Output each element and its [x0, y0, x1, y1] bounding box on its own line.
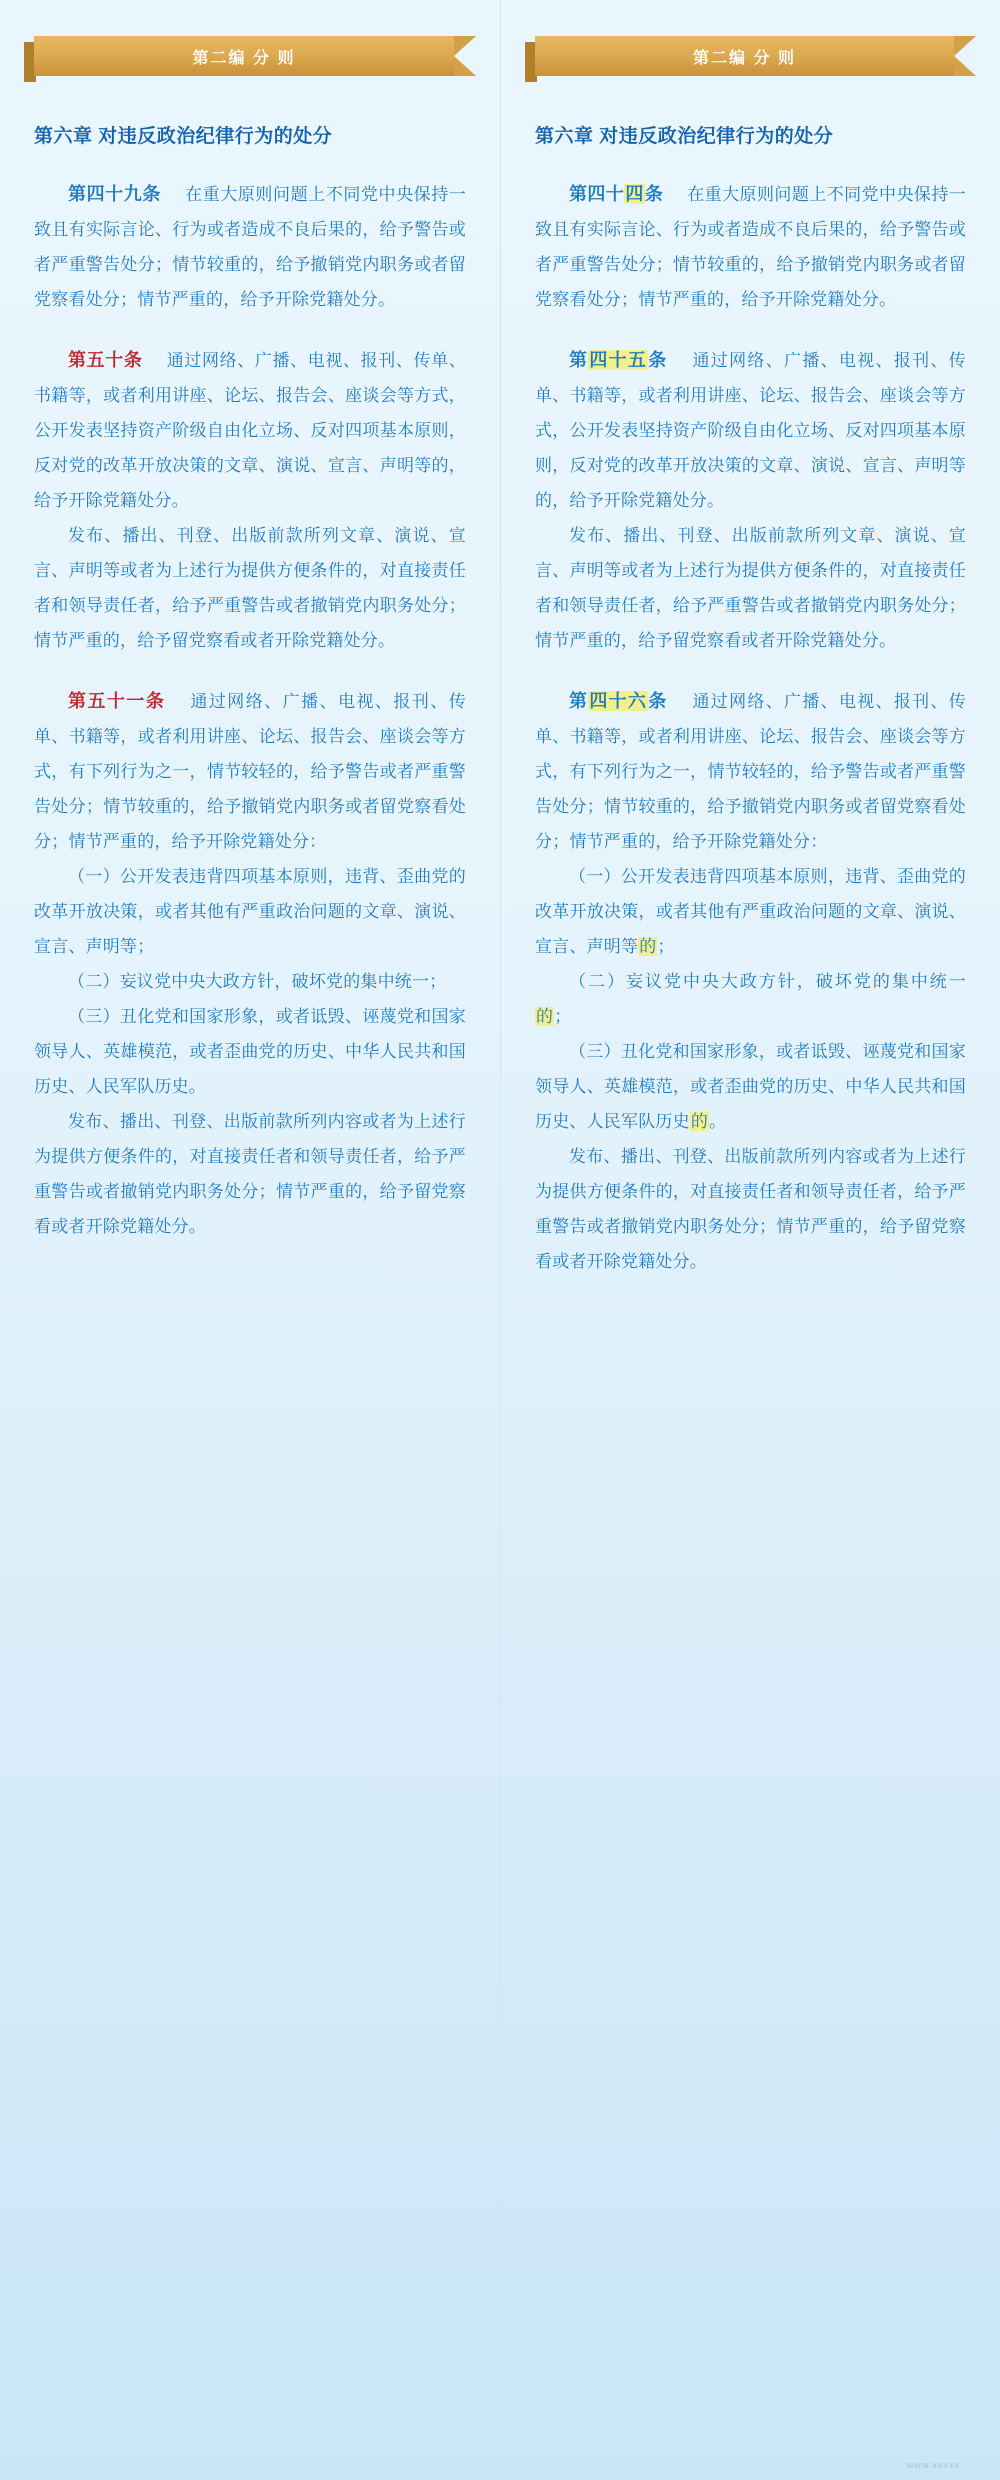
article-heading-paragraph	[34, 684, 466, 859]
article-item: （一）公开发表违背四项基本原则，违背、歪曲党的改革开放决策，或者其他有严重政治问题的文章、演说、宣言、声明等；	[34, 866, 466, 956]
article-number-suffix: 条	[648, 690, 668, 711]
article-text: 在重大原则问题上不同党中央保持一致且有实际言论、行为或者造成不良后果的，给予警告或者严重警告处分；情节较重的，给予撤销党内职务或者留党察看处分；情节严重的，给予开除党籍处分。	[535, 184, 966, 309]
article-heading-paragraph	[34, 177, 466, 317]
article-text: 在重大原则问题上不同党中央保持一致且有实际言论、行为或者造成不良后果的，给予警告或者严重警告处分；情节较重的，给予撤销党内职务或者留党察看处分；情节严重的，给予开除党籍处分。	[34, 184, 467, 309]
article-number-suffix: 条	[145, 690, 166, 711]
article-number-prefix: 第四十	[68, 183, 124, 204]
article-text: 通过网络、广播、电视、报刊、传单、书籍等，或者利用讲座、论坛、报告会、座谈会等方式，公开发表坚持资产阶级自由化立场、反对四项基本原则，反对党的改革开放决策的文章、演说、宣言、声明等的，给予开除党籍处分。	[535, 350, 966, 510]
right-body	[535, 177, 966, 1279]
left-banner	[34, 36, 466, 80]
chapter-title-right: 第六章 对违反政治纪律行为的处分	[535, 126, 834, 147]
article-sub-paragraph: 发布、播出、刊登、出版前款所列内容或者为上述行为提供方便条件的，对直接责任者和领导责任者，给予严重警告或者撤销党内职务处分；情节严重的，给予留党察看或者开除党籍处分。	[34, 1111, 466, 1236]
watermark: www.xxxxx	[906, 2460, 960, 2470]
banner-title: 第二编 分 则	[192, 49, 296, 67]
article-item: （二）妄议党中央大政方针，破坏党的集中统一的；	[536, 971, 966, 1026]
article-text: 通过网络、广播、电视、报刊、传单、书籍等，或者利用讲座、论坛、报告会、座谈会等方式，公开发表坚持资产阶级自由化立场、反对四项基本原则，反对党的改革开放决策的文章、演说、宣言、声明等的，给予开除党籍处分。	[34, 350, 467, 510]
chapter-title-left: 第六章 对违反政治纪律行为的处分	[34, 126, 333, 147]
highlighted-text: 的	[639, 936, 657, 956]
article-number-suffix: 条	[644, 183, 664, 204]
article-text: 通过网络、广播、电视、报刊、传单、书籍等，或者利用讲座、论坛、报告会、座谈会等方式，有下列行为之一，情节较轻的，给予警告或者严重警告处分；情节较重的，给予撤销党内职务或者留党察看处分；情节严重的，给予开除党籍处分：	[34, 691, 467, 851]
article-sub-paragraph: 发布、播出、刊登、出版前款所列文章、演说、宣言、声明等或者为上述行为提供方便条件的，对直接责任者和领导责任者，给予严重警告或者撤销党内职务处分；情节严重的，给予留党察看或者开除党籍处分。	[34, 525, 466, 650]
banner-bar	[34, 36, 454, 76]
article-number-prefix: 第	[68, 690, 88, 711]
article-number-key: 九	[123, 183, 143, 204]
banner-title: 第二编 分 则	[693, 49, 796, 67]
article-number-suffix: 条	[142, 183, 161, 204]
article-number-prefix: 第	[569, 690, 589, 711]
article-text: 通过网络、广播、电视、报刊、传单、书籍等，或者利用讲座、论坛、报告会、座谈会等方式，有下列行为之一，情节较轻的，给予警告或者严重警告处分；情节较重的，给予撤销党内职务或者留党察看处分；情节严重的，给予开除党籍处分：	[535, 691, 966, 851]
article-number-prefix: 第四十	[569, 183, 625, 204]
article-sub-paragraph: 发布、播出、刊登、出版前款所列内容或者为上述行为提供方便条件的，对直接责任者和领导责任者，给予严重警告或者撤销党内职务处分；情节严重的，给予留党察看或者开除党籍处分。	[535, 1146, 966, 1271]
right-banner	[535, 36, 966, 80]
article-number-prefix: 第	[569, 349, 589, 370]
article-number-prefix: 第	[68, 349, 87, 370]
article-number-key: 五十一	[87, 690, 146, 711]
article-heading-paragraph	[535, 177, 966, 317]
left-body	[34, 177, 466, 1244]
highlighted-text: 的	[690, 1111, 709, 1131]
article-heading-paragraph	[535, 684, 966, 859]
article-item: （三）丑化党和国家形象，或者诋毁、诬蔑党和国家领导人、英雄模范，或者歪曲党的历史、中华人民共和国历史、人民军队历史的。	[535, 1041, 966, 1131]
article-item: （一）公开发表违背四项基本原则，违背、歪曲党的改革开放决策，或者其他有严重政治问题的文章、演说、宣言、声明等的；	[535, 866, 966, 956]
article-item: （二）妄议党中央大政方针，破坏党的集中统一；	[68, 971, 447, 991]
article-heading-paragraph	[34, 343, 466, 518]
banner-bar	[535, 36, 954, 76]
article-number-suffix: 条	[648, 349, 668, 370]
article-number-key: 四	[625, 183, 644, 204]
article-number-suffix: 条	[123, 349, 143, 370]
right-column	[500, 0, 1000, 2480]
highlighted-text: 的	[536, 1006, 554, 1026]
article-number-key: 四十六	[589, 690, 648, 711]
article-sub-paragraph: 发布、播出、刊登、出版前款所列文章、演说、宣言、声明等或者为上述行为提供方便条件的，对直接责任者和领导责任者，给予严重警告或者撤销党内职务处分；情节严重的，给予留党察看或者开除党籍处分。	[535, 525, 966, 650]
article-item: （三）丑化党和国家形象，或者诋毁、诬蔑党和国家领导人、英雄模范，或者歪曲党的历史、中华人民共和国历史、人民军队历史。	[34, 1006, 466, 1096]
article-number-key: 五十	[86, 349, 124, 370]
article-heading-paragraph	[535, 343, 966, 518]
article-number-key: 四十五	[589, 349, 648, 370]
